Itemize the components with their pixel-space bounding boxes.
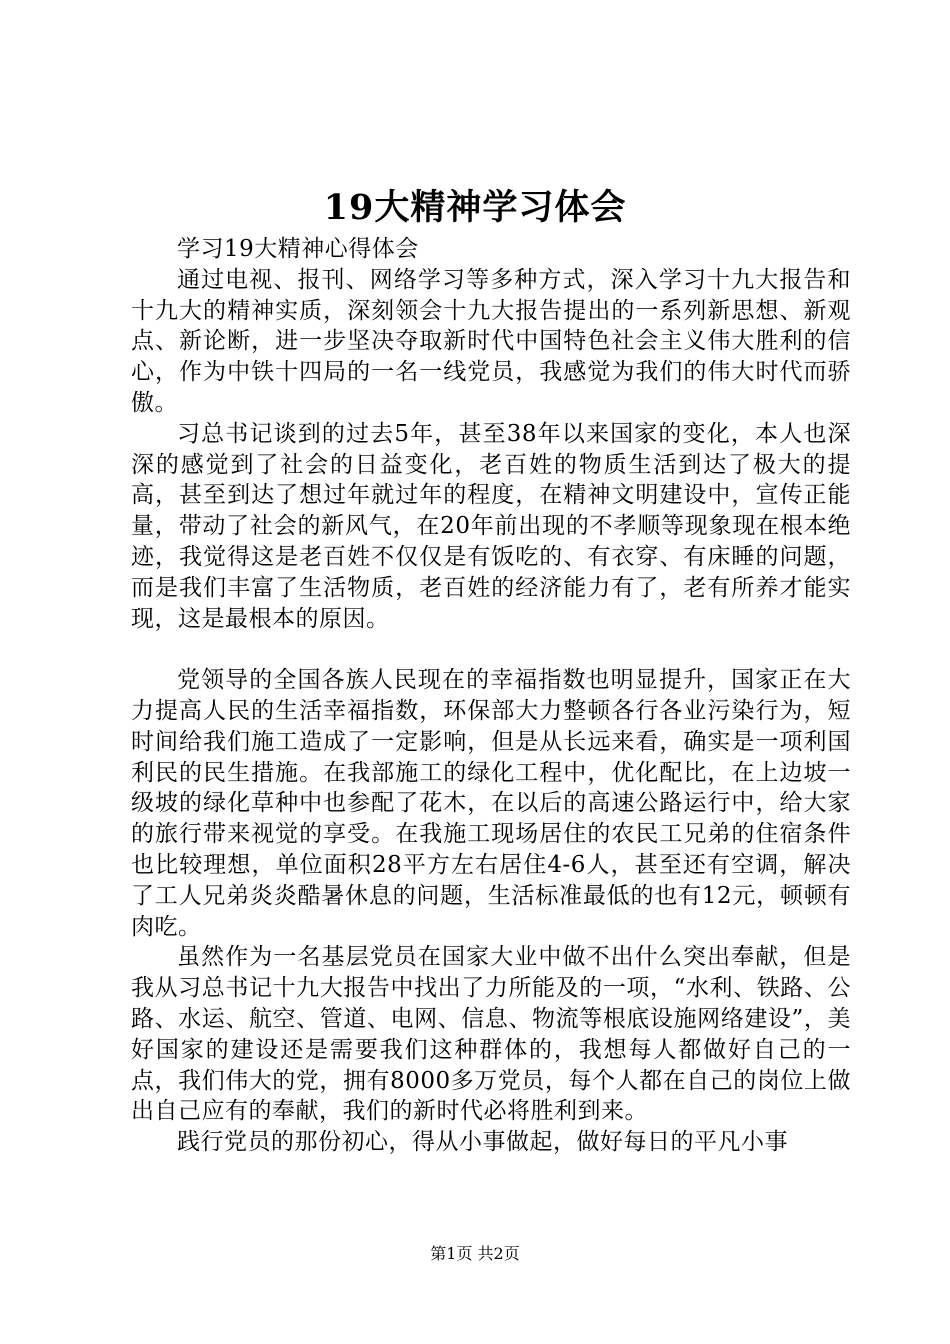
- document-subtitle: 学习19大精神心得体会: [177, 236, 419, 262]
- paragraph: 习总书记谈到的过去5年，甚至38年以来国家的变化，本人也深深的感觉到了社会的日益变化，老百姓的物质生活到达了极大的提高，甚至到达了想过年就过年的程度，在精神文明建设中，宣传正能量，带动了社会的新风气，在20年前出现的不孝顺等现象现在根本绝迹，我觉得这是老百姓不仅仅是有饭吃的、有衣穿、有床睡的问题，而是我们丰富了生活物质，老百姓的经济能力有了，老有所养才能实现，这是最根本的原因。: [131, 420, 851, 632]
- document-body: [131, 234, 851, 1158]
- paragraph: 践行党员的那份初心，得从小事做起，做好每日的平凡小事: [177, 1129, 788, 1156]
- paragraph: 通过电视、报刊、网络学习等多种方式，深入学习十九大报告和十九大的精神实质，深刻领会十九大报告提出的一系列新思想、新观点、新论断，进一步坚决夺取新时代中国特色社会主义伟大胜利的信心，作为中铁十四局的一名一线党员，我感觉为我们的伟大时代而骄傲。: [131, 266, 851, 416]
- paragraph: 党领导的全国各族人民现在的幸福指数也明显提升，国家正在大力提高人民的生活幸福指数，环保部大力整顿各行各业污染行为，短时间给我们施工造成了一定影响，但是从长远来看，确实是一项利国利民的民生措施。在我部施工的绿化工程中，优化配比，在上边坡一级坡的绿化草种中也参配了花木，在以后的高速公路运行中，给大家的旅行带来视觉的享受。在我施工现场居住的农民工兄弟的住宿条件也比较理想，单位面积28平方左右居住4-6人，甚至还有空调，解决了工人兄弟炎炎酷暑休息的问题，生活标准最低的也有12元，顿顿有肉吃。: [131, 667, 851, 940]
- page-number-footer: 第1页 共2页: [430, 1244, 520, 1263]
- paragraph: 虽然作为一名基层党员在国家大业中做不出什么突出奉献，但是我从习总书记十九大报告中找出了力所能及的一项，“水利、铁路、公路、水运、航空、管道、电网、信息、物流等根底设施网络建设”，美好国家的建设还是需要我们这种群体的，我想每人都做好自己的一点，我们伟大的党，拥有8000多万党员，每个人都在自己的岗位上做出自己应有的奉献，我们的新时代必将胜利到来。: [131, 944, 851, 1125]
- document-title: 19大精神学习体会: [323, 187, 627, 228]
